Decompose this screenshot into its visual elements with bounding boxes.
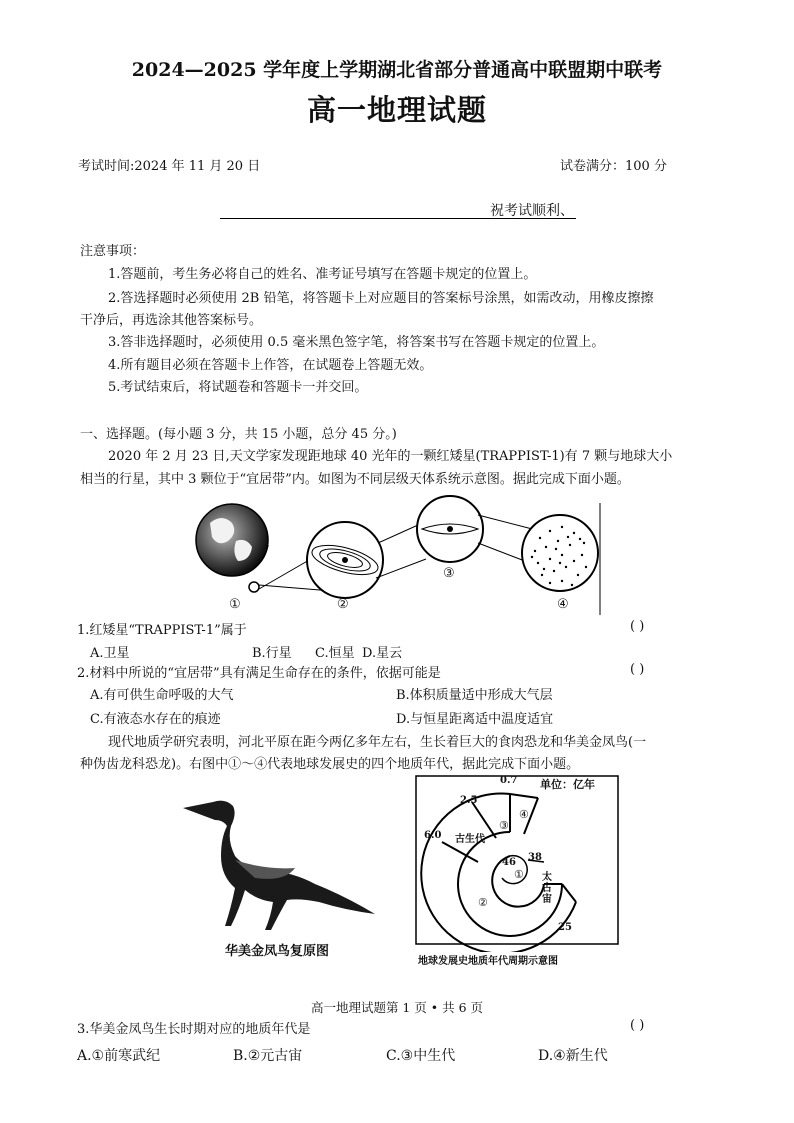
value-label: 6.0 — [424, 830, 442, 841]
chart-caption: 地球发展史地质年代周期示意图 — [418, 956, 558, 967]
chart-unit: 单位：亿年 — [540, 778, 595, 791]
value-label: 0.7 — [500, 775, 518, 786]
value-label: 2.5 — [460, 795, 478, 806]
note-item: 干净后，再选涂其他答案标号。 — [80, 313, 263, 328]
era-marker-3: ③ — [499, 819, 509, 832]
note-item: 2.答选择题时必须使用 2B 铅笔，将答题卡上对应题目的答案标号涂黑，如需改动，用橡皮擦擦 — [108, 291, 654, 306]
option-b: B.行星 — [252, 646, 292, 661]
notes-heading: 注意事项： — [80, 244, 146, 259]
era-label: 太古宙 — [542, 872, 552, 905]
bird-silhouette-icon — [183, 801, 375, 930]
moon-icon — [249, 582, 259, 592]
note-item: 1.答题前，考生务必将自己的姓名、准考证号填写在答题卡规定的位置上。 — [108, 267, 537, 282]
figure-label-1: ① — [229, 597, 241, 612]
option-d: D.与恒星距离适中温度适宜 — [396, 712, 554, 727]
section-heading: 一、选择题。(每小题 3 分，共 15 小题，总分 45 分。) — [80, 427, 397, 442]
question-3-stem: 3.华美金凤鸟生长时期对应的地质年代是 — [77, 1022, 311, 1037]
option-d: D.④新生代 — [538, 1048, 608, 1064]
value-label: 46 — [502, 857, 516, 868]
answer-paren: ( ) — [630, 1018, 645, 1033]
figure-label-2: ② — [337, 597, 349, 612]
subject-title: 高一地理试题 — [306, 93, 487, 127]
value-label: 25 — [558, 922, 572, 933]
figure-label-4: ④ — [557, 597, 569, 612]
option-d: D.星云 — [362, 646, 403, 661]
blessing-line — [220, 200, 576, 219]
exam-title: 2024—2025 学年度上学期湖北省部分普通高中联盟期中联考 — [131, 59, 663, 81]
era-marker-1: ① — [514, 868, 524, 881]
celestial-systems-figure — [190, 493, 610, 615]
option-b: B.体积质量适中形成大气层 — [396, 688, 553, 703]
answer-paren: ( ) — [630, 619, 645, 634]
era-marker-2: ② — [478, 896, 488, 909]
value-label: 38 — [528, 852, 542, 863]
era-marker-4: ④ — [519, 808, 529, 821]
question-1-stem: 1.红矮星“TRAPPIST-1”属于 — [77, 623, 247, 638]
blessing-text: 祝考试顺利、 — [490, 203, 574, 219]
passage-line: 种伪齿龙科恐龙)。右图中①～④代表地球发展史的四个地质年代，据此完成下面小题。 — [80, 757, 580, 772]
page-footer: 高一地理试题第 1 页 • 共 6 页 — [310, 1000, 484, 1015]
note-item: 4.所有题目必须在答题卡上作答，在试题卷上答题无效。 — [108, 358, 433, 373]
figure-label-3: ③ — [443, 566, 455, 581]
note-item: 3.答非选择题时，必须使用 0.5 毫米黑色签字笔，将答案书写在答题卡规定的位置上。 — [108, 335, 605, 350]
option-b: B.②元古宙 — [233, 1048, 303, 1064]
geologic-time-chart — [412, 772, 622, 952]
bird-figure — [175, 790, 405, 940]
option-a: A.卫星 — [90, 646, 130, 661]
option-c: C.③中生代 — [386, 1048, 456, 1064]
full-score: 试卷满分：100 分 — [560, 159, 667, 174]
option-c: C.有液态水存在的痕迹 — [90, 712, 221, 727]
option-a: A.①前寒武纪 — [77, 1048, 161, 1064]
era-label: 古生代 — [455, 834, 485, 845]
option-a: A.有可供生命呼吸的大气 — [90, 688, 234, 703]
passage-line: 相当的行星，其中 3 颗位于“宜居带”内。如图为不同层级天体系统示意图。据此完成下面小题。 — [80, 472, 630, 487]
passage-line: 2020 年 2 月 23 日,天文学家发现距地球 40 光年的一颗红矮星(TRAPPIST-1)有 7 颗与地球大小 — [108, 449, 673, 464]
note-item: 5.考试结束后，将试题卷和答题卡一并交回。 — [108, 380, 368, 395]
answer-paren: ( ) — [630, 662, 645, 677]
question-2-stem: 2.材料中所说的“宜居带”具有满足生命存在的条件，依据可能是 — [77, 666, 441, 681]
bird-caption: 华美金凤鸟复原图 — [225, 944, 330, 959]
passage-line: 现代地质学研究表明，河北平原在距今两亿多年左右，生长着巨大的食肉恐龙和华美金凤鸟(一 — [108, 735, 647, 750]
option-c: C.恒星 — [315, 646, 355, 661]
exam-time: 考试时间:2024 年 11 月 20 日 — [78, 159, 261, 174]
